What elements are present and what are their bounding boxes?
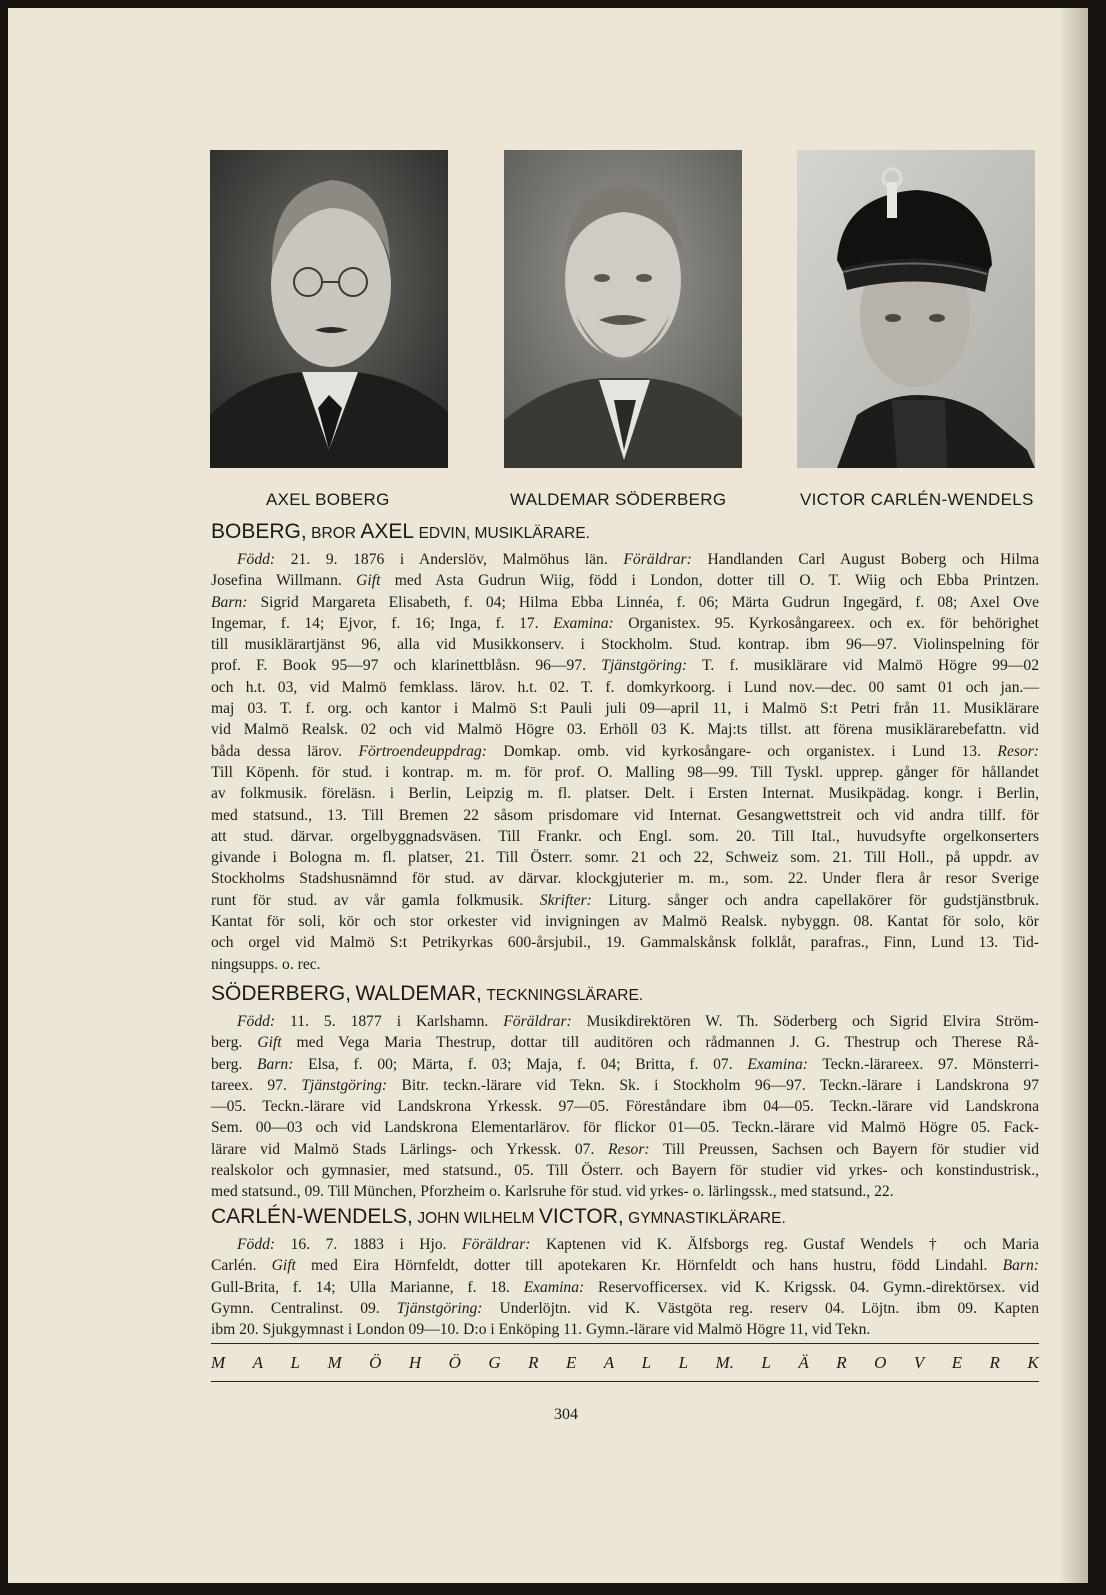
text-line xyxy=(211,1298,1039,1319)
footer-letter: L xyxy=(290,1353,300,1372)
footer-letter: A xyxy=(603,1353,615,1372)
text-run: och h.t. 03, vid Malmö femklass. lärov. h.t. 02. T. f. domkyrkoorg. i Lund nov.—dec. 00 samt 01 och jan.— xyxy=(211,678,1039,696)
text-run: Sem. 00—03 och vid Landskrona Elementarlärov. för flickor 01—05. Teckn.-lärare vid Malmö Högre 05. Fack- xyxy=(211,1119,1039,1137)
running-footer xyxy=(211,1353,1039,1373)
text-run: Gymn. Centralinst. 09. xyxy=(211,1299,397,1317)
text-run: prof. F. Book 95—97 och klarinettblåsn. 96—97. xyxy=(211,657,602,675)
text-line xyxy=(211,954,1039,975)
text-run: med Eira Hörnfeldt, dotter till apotekaren Kr. Hörnfeldt och hans hustru, född Lindahl. xyxy=(295,1257,1003,1275)
footer-letter: L xyxy=(678,1353,689,1372)
field-label: Barn: xyxy=(257,1055,294,1073)
text-line xyxy=(211,719,1039,740)
page-number: 304 xyxy=(554,1406,578,1423)
text-line xyxy=(211,1096,1039,1117)
footer-rule-top xyxy=(211,1343,1039,1344)
text-run: båda dessa lärov. xyxy=(211,742,359,760)
caption-2: WALDEMAR SÖDERBERG xyxy=(510,490,727,509)
text-run: med Vega Maria Thestrup, dottar till auditören och rådmannen J. G. Thestrup och Therese Rå- xyxy=(281,1034,1039,1052)
entry-heading: BOBERG, BROR AXEL EDVIN, MUSIKLÄRARE. xyxy=(211,520,590,543)
portrait-victor-carlen-wendels xyxy=(797,150,1035,468)
text-run: runt för stud. av vår gamla folkmusik. xyxy=(211,891,540,909)
portrait-waldemar-soderberg xyxy=(504,150,742,468)
field-label: Tjänstgöring: xyxy=(301,1076,388,1094)
text-run: att stud. därvar. orgelbyggnadsväsen. Till Frankr. och Engl. som. 20. Till Ital., huvudsyfte orgelkonserters xyxy=(211,827,1039,845)
field-label: Examina: xyxy=(553,614,614,632)
text-line xyxy=(211,677,1039,698)
text-run: maj 03. T. f. org. och kantor i Malmö S:t Pauli juli 09—april 11, i Malmö S:t Petri från 11. Musiklärare xyxy=(211,700,1039,718)
text-line xyxy=(211,1032,1039,1053)
text-run: Underlöjtn. vid K. Västgöta reg. reserv 04. Löjtn. ibm 09. Kapten xyxy=(482,1299,1039,1317)
text-line xyxy=(211,826,1039,847)
field-label: Resor: xyxy=(608,1140,650,1158)
text-line xyxy=(211,1319,1039,1340)
text-line xyxy=(211,1181,1039,1202)
text-run: Organistex. 95. Kyrkosångareex. och ex. för behörighet xyxy=(613,614,1039,632)
text-line xyxy=(211,847,1039,868)
footer-letter: A xyxy=(252,1353,264,1372)
text-line xyxy=(211,634,1039,655)
footer-letter: Ö xyxy=(369,1353,382,1372)
text-run: lärare vid Malmö Stads Lärlings- och Yrkessk. 07. xyxy=(211,1140,609,1158)
text-run: Handlanden Carl August Boberg och Hilma xyxy=(691,551,1040,568)
text-line xyxy=(211,1075,1039,1096)
text-run: tareex. 97. xyxy=(211,1076,302,1094)
field-label: Föräldrar: xyxy=(503,1013,572,1030)
text-line xyxy=(211,698,1039,719)
field-label: Skrifter: xyxy=(539,891,592,909)
field-label: Gift xyxy=(271,1257,296,1275)
text-line xyxy=(211,890,1039,911)
entry-body xyxy=(211,1011,1039,1203)
text-line xyxy=(211,613,1039,634)
text-line xyxy=(211,549,1039,570)
text-line xyxy=(211,1117,1039,1138)
footer-letter: K xyxy=(1027,1353,1039,1372)
text-run: Kantat för soli, kör och stor orkester vid invigningen av Malmö Realsk. nybyggn. 08. Kantat för solo, kör xyxy=(211,913,1039,931)
text-run: med Asta Gudrun Wiig, född i London, dotter till O. T. Wiig och Ebba Printzen. xyxy=(380,572,1039,590)
footer-letter: M xyxy=(211,1353,226,1372)
field-label: Barn: xyxy=(1002,1257,1039,1275)
text-line xyxy=(211,1255,1039,1276)
text-line xyxy=(211,570,1039,591)
text-run: Sigrid Margareta Elisabeth, f. 04; Hilma Ebba Linnéa, f. 06; Märta Gudrun Ingegärd, f. 08; Axel Ove xyxy=(247,593,1039,611)
entry-body xyxy=(211,549,1039,975)
text-run: realskolor och gymnasier, med statsund., 05. Till Österr. och Bayern för studier vid yrkes- och konstindustrisk., xyxy=(211,1162,1039,1180)
text-line xyxy=(211,932,1039,953)
text-run: ningsupps. o. rec. xyxy=(211,955,321,973)
field-label: Resor: xyxy=(997,742,1039,760)
text-line xyxy=(211,655,1039,676)
text-line xyxy=(211,1054,1039,1075)
field-label: Gift xyxy=(356,572,381,590)
field-label: Tjänstgöring: xyxy=(601,657,688,675)
text-run: Carlén. xyxy=(211,1257,272,1275)
text-line xyxy=(211,762,1039,783)
entry-body xyxy=(211,1234,1039,1340)
text-line xyxy=(211,1011,1039,1032)
caption-3: VICTOR CARLÉN-WENDELS xyxy=(800,490,1034,509)
text-run: med statsund., 13. Till Bremen 22 såsom prisdomare vid Internat. Gesangwettstreit och vid andra tillf. för xyxy=(211,806,1039,824)
text-line xyxy=(211,783,1039,804)
text-run: och orgel vid Malmö S:t Petrikyrkas 600-årsjubil., 19. Gammalskånsk folklåt, parafras., Finn, Lund 13. Tid- xyxy=(211,934,1039,952)
entry-heading: CARLÉN-WENDELS, JOHN WILHELM VICTOR, GYMNASTIKLÄRARE. xyxy=(211,1205,786,1228)
text-run: berg. xyxy=(211,1034,258,1052)
footer-letter: O xyxy=(874,1353,887,1372)
text-run: Elsa, f. 00; Märta, f. 03; Maja, f. 04; Britta, f. 07. xyxy=(293,1055,748,1073)
text-run: Ingemar, f. 14; Ejvor, f. 16; Inga, f. 17. xyxy=(211,614,554,632)
text-run: till musiklärartjänst 96, alla vid Musikkonserv. i Stockholm. Stud. kontrap. ibm 96—97. Violinspelning för xyxy=(211,636,1039,654)
text-run: Stockholms Stadshusnämnd för stud. av därvar. klockgjuterier m. m., som. 22. Under flera år resor Sverige xyxy=(211,870,1039,888)
text-run: vid Malmö Realsk. 02 och vid Malmö Högre 03. Erhöll 03 K. Maj:ts tillst. att förena musiklärarebefattn. vid xyxy=(211,721,1039,739)
footer-letter: E xyxy=(565,1353,577,1372)
field-label: Föräldrar: xyxy=(462,1236,531,1253)
footer-letter: H xyxy=(408,1353,422,1372)
text-run: Bitr. teckn.-lärare vid Tekn. Sk. i Stockholm 96—97. Teckn.-lärare i Landskrona 97 xyxy=(387,1076,1039,1094)
text-line xyxy=(211,1160,1039,1181)
text-run: T. f. musiklärare vid Malmö Högre 99—02 xyxy=(687,657,1039,675)
field-label: Gift xyxy=(257,1034,282,1052)
text-run: Kaptenen vid K. Älfsborgs reg. Gustaf Wendels † och Maria xyxy=(530,1236,1039,1253)
footer-letter: G xyxy=(488,1353,501,1372)
text-run: Till Preussen, Sachsen och Bayern för studier vid xyxy=(649,1140,1039,1158)
text-line xyxy=(211,741,1039,762)
text-run: Musikdirektören W. Th. Söderberg och Sigrid Elvira Ström- xyxy=(571,1013,1039,1030)
text-line xyxy=(211,592,1039,613)
text-line xyxy=(211,805,1039,826)
text-run: ibm 20. Sjukgymnast i London 09—10. D:o i Enköping 11. Gymn.-lärare vid Malmö Högre 11, vid Tekn. xyxy=(211,1321,871,1339)
text-run: 11. 5. 1877 i Karlshamn. xyxy=(275,1013,504,1030)
portrait-axel-boberg xyxy=(210,150,448,468)
text-run: berg. xyxy=(211,1055,258,1073)
footer-rule-bottom xyxy=(211,1381,1039,1382)
text-line xyxy=(211,1277,1039,1298)
footer-letter: R xyxy=(989,1353,1000,1372)
field-label: Förtroendeuppdrag: xyxy=(358,742,487,760)
field-label: Född: xyxy=(237,1013,276,1030)
text-line xyxy=(211,911,1039,932)
footer-letter: E xyxy=(951,1353,963,1372)
text-run: av folkmusik. föreläsn. i Berlin, Leipzig m. fl. platser. Delt. i Ersten Internat. Musikpädag. kongr. i Berlin, xyxy=(211,785,1039,803)
caption-1: AXEL BOBERG xyxy=(266,490,390,509)
field-label: Examina: xyxy=(747,1055,808,1073)
footer-letter: M. xyxy=(715,1353,734,1372)
text-run: Gull-Brita, f. 14; Ulla Marianne, f. 18. xyxy=(211,1278,524,1296)
text-run: Till Köpenh. för stud. i kontrap. m. m. för prof. O. Malling 98—99. Till Tyskl. upprep. gånger för hållandet xyxy=(211,763,1039,781)
text-line xyxy=(211,1234,1039,1255)
text-line xyxy=(211,868,1039,889)
field-label: Född: xyxy=(237,1236,276,1253)
text-run: 16. 7. 1883 i Hjo. xyxy=(275,1236,463,1253)
field-label: Tjänstgöring: xyxy=(396,1299,483,1317)
field-label: Barn: xyxy=(211,593,248,611)
footer-letter: L xyxy=(641,1353,652,1372)
footer-letter: R xyxy=(836,1353,847,1372)
text-run: Liturg. sånger och andra capellakörer för gudstjänstbruk. xyxy=(591,891,1039,909)
book-page xyxy=(8,8,1088,1583)
text-run: med statsund., 09. Till München, Pforzheim o. Karlsruhe för stud. vid yrkes- o. lärlingssk., med statsund., 22. xyxy=(211,1183,894,1201)
text-run: givande i Bologna m. fl. platser, 21. Till Österr. somr. 21 och 22, Schweiz som. 21. Till Holl., på uppdr. av xyxy=(211,849,1039,867)
text-run: Josefina Willmann. xyxy=(211,572,357,590)
field-label: Född: xyxy=(237,551,276,568)
footer-letter: Ä xyxy=(798,1353,809,1372)
text-run: Teckn.-lärareex. 97. Mönsterri- xyxy=(807,1055,1039,1073)
field-label: Föräldrar: xyxy=(623,551,692,568)
field-label: Examina: xyxy=(523,1278,585,1296)
text-run: Reservofficersex. vid K. Krigssk. 04. Gymn.-direktörsex. vid xyxy=(584,1278,1039,1296)
text-line xyxy=(211,1139,1039,1160)
text-run: 21. 9. 1876 i Anderslöv, Malmöhus län. xyxy=(275,551,624,568)
text-run: Domkap. omb. vid kyrkosångare- och organistex. i Lund 13. xyxy=(486,742,998,760)
footer-letter: V xyxy=(913,1353,925,1372)
footer-letter: Ö xyxy=(448,1353,461,1372)
text-run: —05. Teckn.-lärare vid Landskrona Yrkessk. 97—05. Föreståndare ibm 04—05. Teckn.-lärare vid Landskrona xyxy=(211,1098,1039,1116)
footer-letter: M xyxy=(327,1353,342,1372)
entry-heading: SÖDERBERG, WALDEMAR, TECKNINGSLÄRARE. xyxy=(211,982,644,1005)
footer-letter: R xyxy=(528,1353,539,1372)
footer-letter: L xyxy=(761,1353,771,1372)
